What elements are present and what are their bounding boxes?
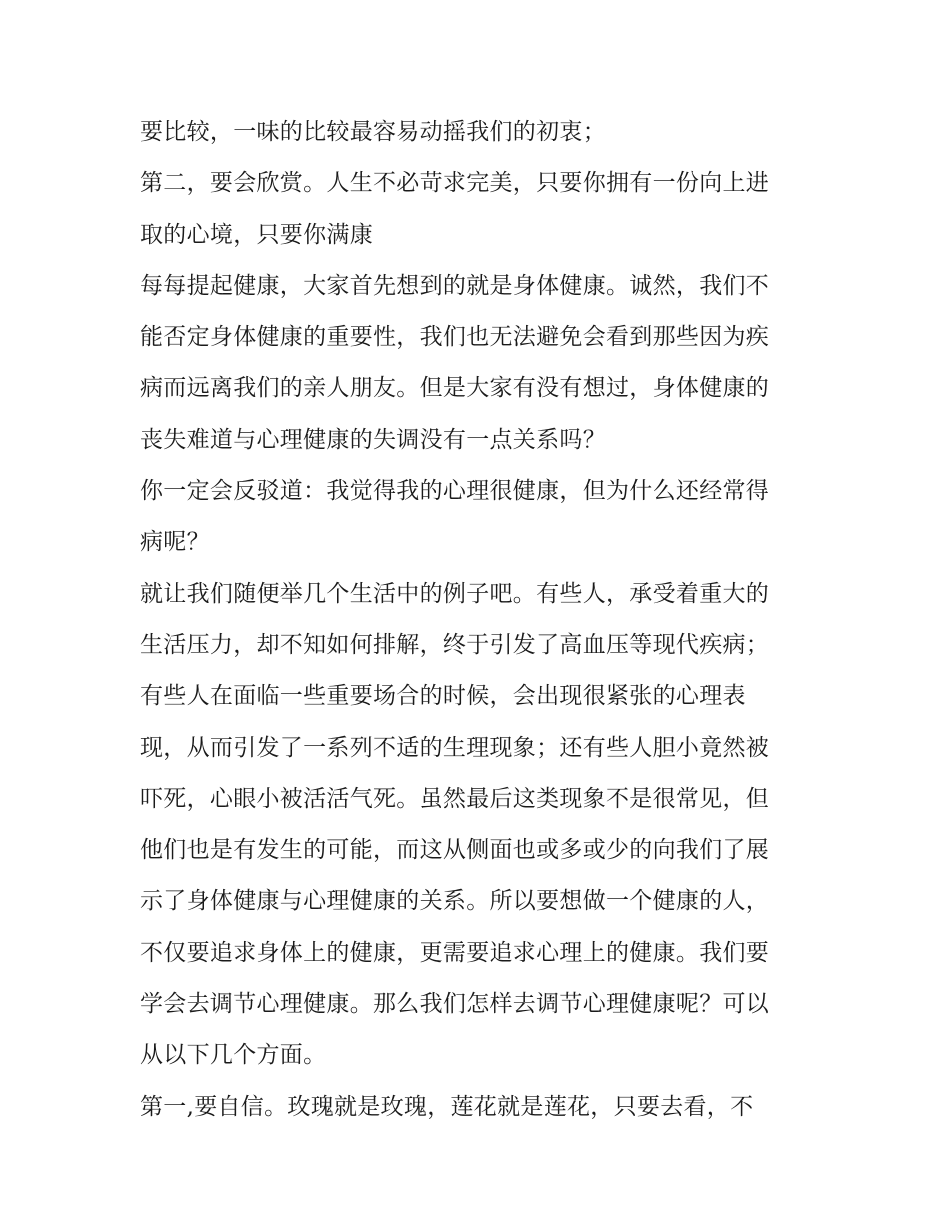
text-line: 示了身体健康与心理健康的关系。所以要想做一个健康的人，	[140, 888, 770, 915]
text-line: 要比较，一味的比较最容易动摇我们的初衷；	[140, 119, 606, 145]
text-line: 有些人在面临一些重要场合的时候，会出现很紧张的心理表	[140, 683, 746, 710]
text-line: 能否定身体健康的重要性，我们也无法避免会看到那些因为疾	[140, 324, 770, 351]
text-line: 他们也是有发生的可能，而这从侧面也或多或少的向我们了展	[140, 837, 770, 864]
text-line: 从以下几个方面。	[140, 1042, 327, 1069]
document-body	[140, 107, 820, 1133]
text-line: 病而远离我们的亲人朋友。但是大家有没有想过，身体健康的	[140, 375, 770, 402]
text-line: 每每提起健康，大家首先想到的就是身体健康。诚然，我们不	[140, 272, 770, 299]
paragraph	[140, 261, 820, 466]
text-line: 第二，要会欣赏。人生不必苛求完美，只要你拥有一份向上进	[140, 170, 770, 197]
paragraph	[140, 569, 820, 1082]
text-line: 就让我们随便举几个生活中的例子吧。有些人，承受着重大的	[140, 580, 770, 607]
text-line: 病呢？	[140, 529, 210, 556]
paragraph	[140, 466, 820, 569]
text-line: 你一定会反驳道：我觉得我的心理很健康，但为什么还经常得	[140, 478, 770, 505]
text-line: 不仅要追求身体上的健康，更需要追求心理上的健康。我们要	[140, 939, 770, 966]
text-line: 取的心境，只要你满康	[140, 221, 373, 248]
paragraph	[140, 1082, 820, 1133]
paragraph	[140, 107, 820, 158]
text-line: 第一,要自信。玫瑰就是玫瑰，莲花就是莲花，只要去看，不	[140, 1093, 754, 1120]
text-line: 吓死，心眼小被活活气死。虽然最后这类现象不是很常见，但	[140, 785, 770, 812]
text-line: 现，从而引发了一系列不适的生理现象；还有些人胆小竟然被	[140, 734, 770, 761]
text-line: 丧失难道与心理健康的失调没有一点关系吗？	[140, 426, 606, 453]
text-line: 生活压力，却不知如何排解，终于引发了高血压等现代疾病；	[140, 631, 770, 658]
paragraph	[140, 158, 820, 261]
text-line: 学会去调节心理健康。那么我们怎样去调节心理健康呢？可以	[140, 991, 770, 1018]
